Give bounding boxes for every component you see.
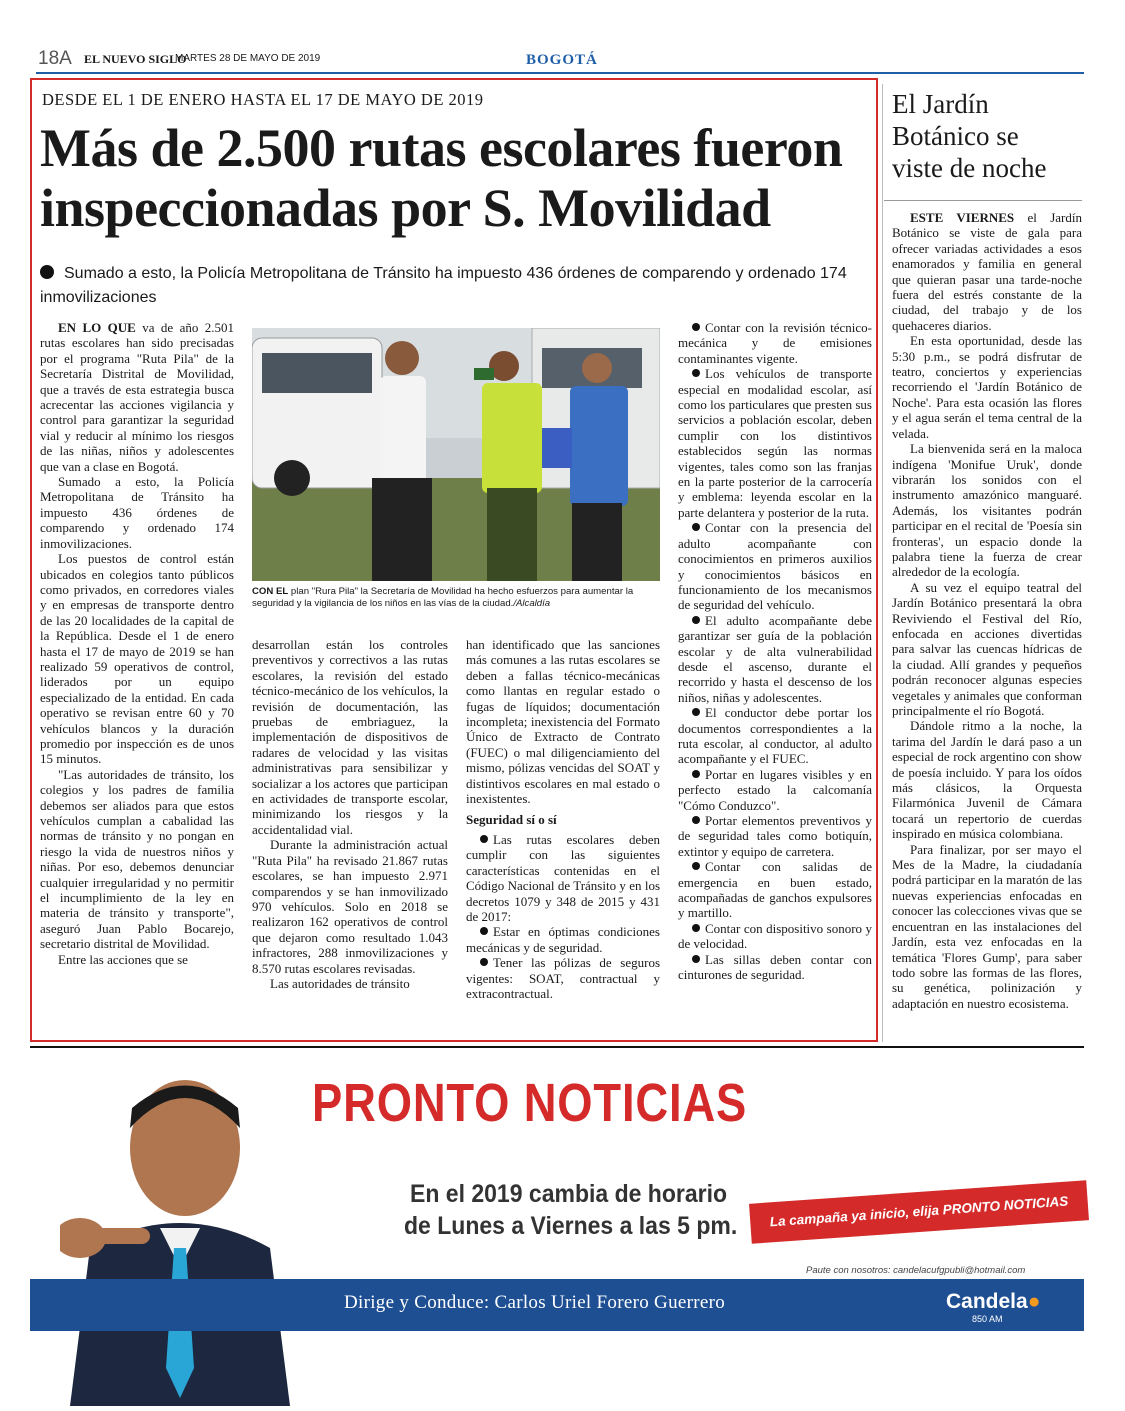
article-lead: Sumado a esto, la Policía Metropolitana de Tránsito ha impuesto 436 órdenes de comparendo y ordenado 174 inmovilizaciones xyxy=(40,265,847,306)
bullet-icon xyxy=(692,924,700,932)
column-divider xyxy=(882,84,883,1042)
article-kicker: DESDE EL 1 DE ENERO HASTA EL 17 DE MAYO DE 2019 xyxy=(42,90,484,109)
issue-date: MARTES 28 DE MAYO DE 2019 xyxy=(175,53,321,64)
presenter-photo xyxy=(60,1068,300,1406)
page-number: 18A xyxy=(38,48,72,69)
bullet-icon xyxy=(692,523,700,531)
list-item: Portar en lugares visibles y en perfecto estado la calcomanía "Cómo Conduzco". xyxy=(678,766,872,813)
lead-in: ESTE VIERNES xyxy=(910,210,1015,225)
headline-line-2: inspeccionadas por S. Movilidad xyxy=(40,178,771,238)
ad-line-1: En el 2019 cambia de horario xyxy=(410,1180,728,1208)
station-logo: Candela● xyxy=(946,1290,1041,1313)
bullet-icon xyxy=(692,816,700,824)
list-item: Contar con la presencia del adulto acompañante con conocimientos en primeros auxilios y conocimientos básicos en funcionamiento de los mecanismos de seguridad del vehículo. xyxy=(678,520,872,613)
ad-contact: Paute con nosotros: candelacufgpubli@hotmail.com xyxy=(806,1265,1026,1276)
subhead: Seguridad sí o sí xyxy=(466,812,557,828)
bullet-icon xyxy=(480,927,488,935)
paragraph: Sumado a esto, la Policía Metropolitana de Tránsito ha impuesto 436 órdenes de comparendo y ordenado 174 inmovilizaciones. xyxy=(40,474,234,551)
bullet-icon xyxy=(480,958,488,966)
sidebar-rule xyxy=(884,200,1082,201)
article-column-2 xyxy=(252,637,448,991)
flame-icon: ● xyxy=(1027,1290,1041,1313)
lead-in: EN LO QUE xyxy=(58,320,136,335)
paragraph: desarrollan están los controles preventivos y correctivos a las rutas escolares, la revisión del estado técnico-mecánico de los vehículos, la revisión de documentación, las pruebas de embriaguez, la implementación de dispositivos de radares de velocidad y las visitas administrativas para sensibilizar y socializar a los actores que participan en actividades de transporte escolar, minimizando los riesgos y la accidentalidad vial. xyxy=(252,637,448,837)
bullet-icon xyxy=(692,323,700,331)
headline-line-1: Más de 2.500 rutas escolares fueron xyxy=(40,118,843,178)
paragraph: Las autoridades de tránsito xyxy=(270,975,410,991)
bullet-icon xyxy=(480,835,488,843)
list-item: Portar elementos preventivos y de seguridad tales como botiquín, extintor y equipo de carretera. xyxy=(678,813,872,859)
paragraph: Entre las acciones que se xyxy=(58,951,188,967)
presenter-credit: Dirige y Conduce: Carlos Uriel Forero Guerrero xyxy=(344,1292,726,1313)
article-column-4 xyxy=(678,320,872,982)
sidebar-body: ESTE VIERNES el Jardín Botánico se viste de gala para ofrecer variadas actividades a esos enamorados y familia en general que quieran pasar una tarde-noche fuera del estrés constante de la ciudad, del trabajo y de los quehaceres diarios. En esta oportunidad, desde las 5:30 p.m., se podrá disfrutar de teatro, conciertos y experiencias recorriendo el 'Jardín Botánico de Noche'. Para esta ocasión las flores y el agua serán el tema central de la velada. La bienvenida será en la maloca indígena 'Monifue Uruk', donde vibrarán los sonidos con el instrumento amazónico manguaré. Además, los visitantes podrán participar en el recital de 'Poesía sin fronteras', un espacio donde la palabra tiene la fuerza de crear alrededor de la ecología. A su vez el equipo teatral del Jardín Botánico presentará la obra Reviviendo el Festival del Río, enfocada en acciones divertidas para salvar las cuencas hídricas de la ciudad. Allí grandes y pequeños podrán reconocer algunas especies vegetales y animales que conforman principalmente el río Bogotá. Dándole ritmo a la noche, la tarima del Jardín le dará paso a un especial de rock argentino con show de poesía incluido. Y para los oídos más clásicos, la Orquesta Filarmónica Juvenil de Cámara tocará un repertorio de cuerdas inspirado en música colombiana. Para finalizar, por ser mayo el Mes de la Madre, la ciudadanía podrá participar en la maratón de las nuevas experiencias enfocadas en conocer las colecciones vivas que se encuentran en las instalaciones del Jardín, esta vez enfocadas en la temática 'Flores Gump', para saber todo sobre las formas de las flores, su genética, polinización y adaptación en nuestro ecosistema. xyxy=(892,210,1082,1011)
ad-title: PRONTO NOTICIAS xyxy=(312,1073,748,1133)
list-item: Tener las pólizas de seguros vigentes: SOAT, contractual y extracontractual. xyxy=(466,955,660,1001)
list-item: Contar con dispositivo sonoro y de velocidad. xyxy=(678,920,872,952)
bullet-icon xyxy=(692,616,700,624)
article-column-1: EN LO QUE va de año 2.501 rutas escolares han sido precisadas por el programa "Ruta Pila" de la Secretaría Distrital de Movilidad, que a través de esta estrategia busca acrecentar las acciones vigilancia y control para garantizar la seguridad vial y reducir al mínimo los riesgos de las niñas, niños y adolescentes que van a clase en Bogotá. Sumado a esto, la Policía Metropolitana de Tránsito ha impuesto 436 órdenes de comparendo y ordenado 174 inmovilizaciones. Los puestos de control están ubicados en colegios tanto públicos como privados, en corredores viales y en empresas de transporte dentro de las 20 localidades de la capital de la República. Desde el 1 de enero hasta el 17 de mayo de 2019 se han realizado 59 operativos de control, liderados por un equipo especializado de la entidad. En cada operativo se revisan entre 60 y 70 vehículos blancos y la duración promedio por inspección es de unos 15 minutos. "Las autoridades de tránsito, los colegios y los padres de familia debemos ser aliados para que estos vehículos cumplan a cabalidad las normas de tránsito y no pongan en riesgo la vida de nuestros niños y niñas. Por eso, debemos denunciar cualquier irregularidad y no permitir el incumplimiento de la ley en materia de tránsito y transporte", aseguró Juan Pablo Bocarejo, secretario distrital de Movilidad. Entre las acciones que se xyxy=(40,320,235,967)
article-photo xyxy=(252,328,660,581)
list-item: El conductor debe portar los documentos correspondientes a la ruta escolar, al conductor, al adulto acompañante y el FUEC. xyxy=(678,705,872,767)
list-item: Las sillas deben contar con cinturones de seguridad. xyxy=(678,951,872,983)
list-item: Contar con la revisión técnico-mecánica y de emisiones contaminantes vigente. xyxy=(678,320,872,366)
paragraph: Para finalizar, por ser mayo el Mes de la Madre, la ciudadanía podrá participar en la maratón de las nuevas experiencias enfocadas en conocer las colecciones vivas que se encuentran en las instalaciones del Jardín, esta vez enfocadas en la temática 'Flores Gump', para saber todo sobre las formas de las flores, su genética, polinización y adaptación en nuestro ecosistema. xyxy=(892,841,1082,1011)
paragraph: Durante la administración actual "Ruta Pila" ha revisado 21.867 rutas escolares, se han impuesto 2.971 comparendos y se han inmovilizado 970 vehículos. Solo en 2018 se realizaron 162 operativos de control que dejaron como resultado 1.043 infractores, 288 inmovilizaciones y 8.570 rutas escolares revisadas. xyxy=(252,837,448,976)
photo-caption: CON EL plan "Rura Pila" la Secretaría de Movilidad ha hecho esfuerzos para aumentar la seguridad y la vigilancia de los niños en las vías de la ciudad./Alcaldía xyxy=(252,586,634,609)
station-frequency: 850 AM xyxy=(972,1314,1003,1324)
paragraph: En esta oportunidad, desde las 5:30 p.m., se podrá disfrutar de teatro, conciertos y experiencias recorriendo el 'Jardín Botánico de Noche'. Para esta ocasión las flores y el agua serán el tema central de la velada. xyxy=(892,333,1082,441)
ad-rule xyxy=(30,1046,1084,1048)
header-rule xyxy=(36,72,1084,74)
list-item: Las rutas escolares deben cumplir con las siguientes características contenidas en el Código Nacional de Tránsito y en los decretos 1079 y 348 de 2015 y 431 de 2017: xyxy=(466,831,660,924)
bullet-icon xyxy=(692,862,700,870)
paragraph: A su vez el equipo teatral del Jardín Botánico presentará la obra Reviviendo el Festival del Río, enfocada en acciones divertidas para salvar las cuencas hídricas de la ciudad. Allí grandes y pequeños podrán reconocer algunas especies vegetales y animales que conforman principalmente el río Bogotá. xyxy=(892,579,1082,718)
photo-credit: /Alcaldía xyxy=(513,598,551,609)
article-column-3 xyxy=(466,637,660,1001)
bullet-icon xyxy=(692,369,700,377)
ad-line-2: de Lunes a Viernes a las 5 pm. xyxy=(404,1212,738,1240)
paragraph: La bienvenida será en la maloca indígena 'Monifue Uruk', donde vibrarán los sonidos con el instrumento amazónico manguaré. Además, los visitantes podrán participar en el recital de 'Poesía sin fronteras', un espacio donde la palabra tiene la fuerza de crear alrededor de la ecología. xyxy=(892,441,1082,580)
bullet-icon xyxy=(692,708,700,716)
list-item: Contar con salidas de emergencia en buen estado, acompañadas de ganchos expulsores y martillo. xyxy=(678,859,872,921)
paragraph: Los puestos de control están ubicados en colegios tanto públicos como privados, en corredores viales y en empresas de transporte dentro de las 20 localidades de la capital de la República. Desde el 1 de enero hasta el 17 de mayo de 2019 se han realizado 59 operativos de control, liderados por un equipo especializado de la entidad. En cada operativo se revisan entre 60 y 70 vehículos blancos y la duración promedio por inspección es de unos 15 minutos. xyxy=(40,551,234,767)
newspaper-name: EL NUEVO SIGLO xyxy=(84,52,187,66)
list-item: Estar en óptimas condiciones mecánicas y de seguridad. xyxy=(466,924,660,955)
section-name: BOGOTÁ xyxy=(526,52,598,68)
list-item: El adulto acompañante debe garantizar ser guía de la población escolar y de alta vulnerabilidad desde el ascenso, durante el recorrido y hasta el descenso de los niños, niñas y adolescentes. xyxy=(678,612,872,705)
bullet-icon xyxy=(692,770,700,778)
bullet-icon xyxy=(40,265,54,279)
sidebar-headline: El Jardín Botánico se viste de noche xyxy=(892,89,1047,183)
bullet-icon xyxy=(692,955,700,963)
list-item: Los vehículos de transporte especial en modalidad escolar, así como los particulares que presten sus servicios a población escolar, deben cumplir con los distintivos establecidos según las normas vigentes, tales como son las franjas en la parte posterior de la carrocería y emblema: leyenda escolar en la parte delantera y posterior de la ruta. xyxy=(678,366,872,520)
paragraph: "Las autoridades de tránsito, los colegios y los padres de familia debemos ser aliados para que estos vehículos cumplan a cabalidad las normas de tránsito y no pongan en riesgo la vida de nuestros niños y niñas. Por eso, debemos denunciar cualquier irregularidad y no permitir el incumplimiento de la ley en materia de tránsito y transporte", aseguró Juan Pablo Bocarejo, secretario distrital de Movilidad. xyxy=(40,766,234,952)
paragraph: han identificado que las sanciones más comunes a las rutas escolares se deben a fallas técnico-mecánicas como llantas en regular estado o fugas de líquidos; documentación incompleta; inexistencia del Formato Único de Extracto de Contrato (FUEC) o mal diligenciamiento del mismo, pólizas vencidas del SOAT y distintivos escolares en mal estado o inexistentes. xyxy=(466,637,660,807)
campaign-ribbon: La campaña ya inicio, elija PRONTO NOTICIAS xyxy=(749,1180,1089,1243)
article-headline xyxy=(40,118,880,238)
paragraph: Dándole ritmo a la noche, la tarima del Jardín le dará paso a un especial de rock argentino con show de poesía incluido. Y para los oídos más clásicos, la Orquesta Filarmónica Juvenil de Cámara tocará un repertorio de cuerdas inspirado en música colombiana. xyxy=(892,718,1082,842)
